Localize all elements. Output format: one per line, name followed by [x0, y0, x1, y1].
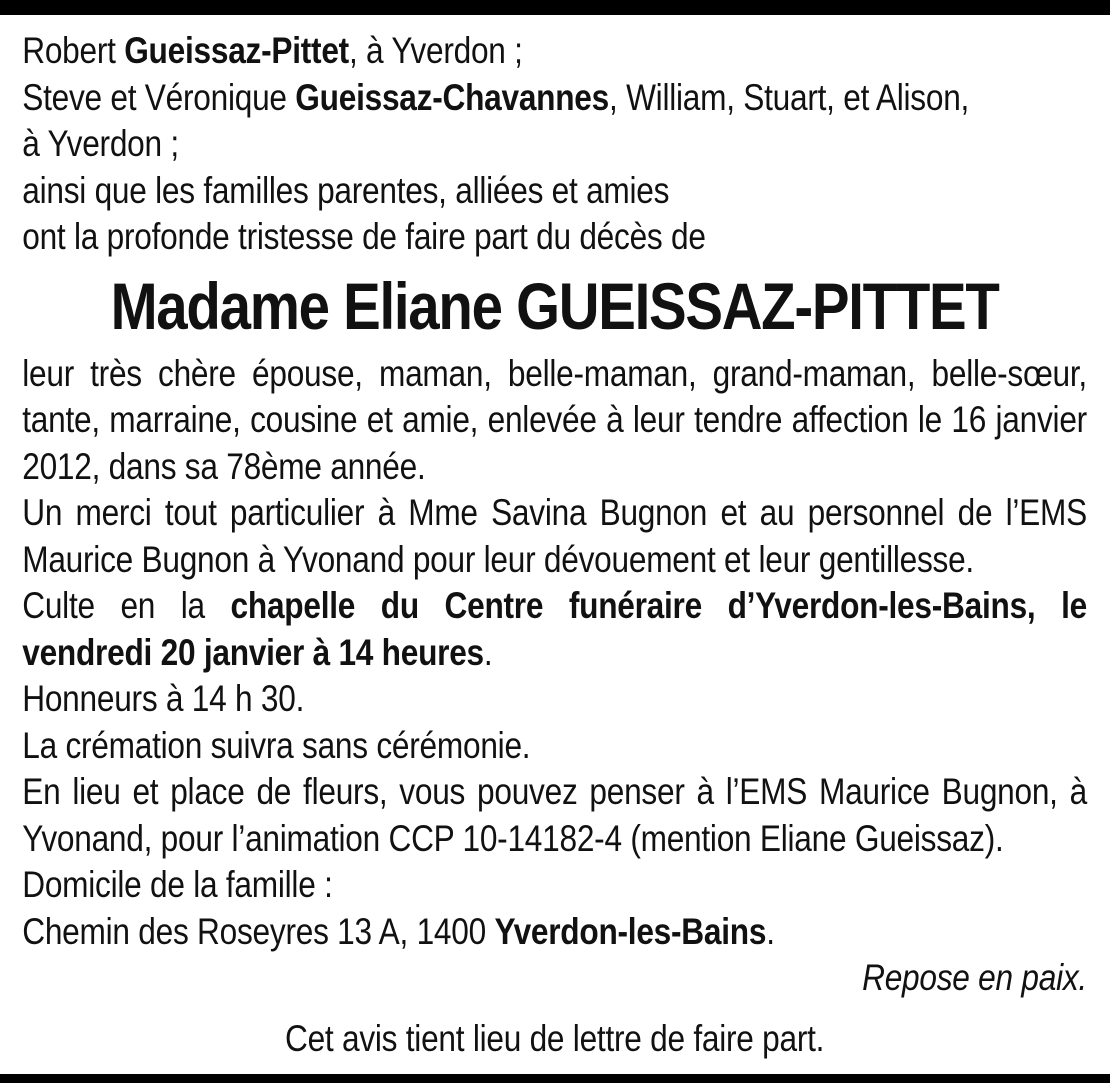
intro-line-2-pre: Steve et Véronique — [22, 76, 296, 118]
intro-line-2 — [22, 75, 1087, 122]
address-post: . — [766, 910, 775, 952]
service-paragraph — [22, 583, 1087, 676]
family-home-label: Domicile de la famille : — [22, 864, 333, 905]
intro-line-1-pre: Robert — [22, 30, 125, 71]
thanks-paragraph: Un merci tout particulier à Mme Savina Bugnon et au personnel de l’EMS Maurice Bugnon à Yvonand pour leur dévouement et leur gentillesse. — [22, 492, 1087, 580]
top-border-bar — [0, 0, 1110, 15]
intro-line-2-post: , William, Stuart, et Alison, — [608, 76, 970, 118]
address-city-bold: Yverdon-les-Bains — [494, 910, 767, 952]
bottom-border-bar — [0, 1074, 1110, 1083]
donations-paragraph: En lieu et place de fleurs, vous pouvez penser à l’EMS Maurice Bugnon, à Yvonand, pour l’animation CCP 10-14182-4 (mention Eliane Gueissaz). — [22, 771, 1087, 859]
address-line — [22, 909, 1087, 956]
intro-line-3: à Yverdon ; — [22, 123, 179, 164]
intro-line-4: ainsi que les familles parentes, alliées et amies — [22, 169, 670, 211]
honors-line: Honneurs à 14 h 30. — [22, 678, 305, 719]
intro-line-1 — [22, 28, 1087, 75]
tribute-paragraph: leur très chère épouse, maman, belle-maman, grand-maman, belle-sœur, tante, marraine, cousine et amie, enlevée à leur tendre affection le 16 janvier 2012, dans sa 78ème année. — [22, 352, 1087, 487]
service-details-bold: chapelle du Centre funéraire d’Yverdon-les-Bains, le vendredi 20 janvier à 14 heures — [22, 585, 1087, 673]
service-pre: Culte en la — [22, 585, 231, 626]
cremation-line: La crémation suivra sans cérémonie. — [22, 724, 531, 766]
intro-line-1-post: , à Yverdon ; — [348, 30, 523, 71]
intro-line-5: ont la profonde tristesse de faire part du décès de — [22, 216, 706, 257]
farewell-line: Repose en paix. — [862, 957, 1087, 998]
deceased-name-title: Madame Eliane GUEISSAZ-PITTET — [110, 268, 999, 343]
service-post: . — [483, 631, 493, 673]
address-pre: Chemin des Roseyres 13 A, 1400 — [22, 910, 495, 952]
family-name-bold: Gueissaz-Pittet — [124, 30, 349, 71]
footer-line: Cet avis tient lieu de lettre de faire part. — [284, 1017, 825, 1059]
death-notice — [0, 15, 1110, 1062]
family-name-bold: Gueissaz-Chavannes — [295, 76, 609, 118]
